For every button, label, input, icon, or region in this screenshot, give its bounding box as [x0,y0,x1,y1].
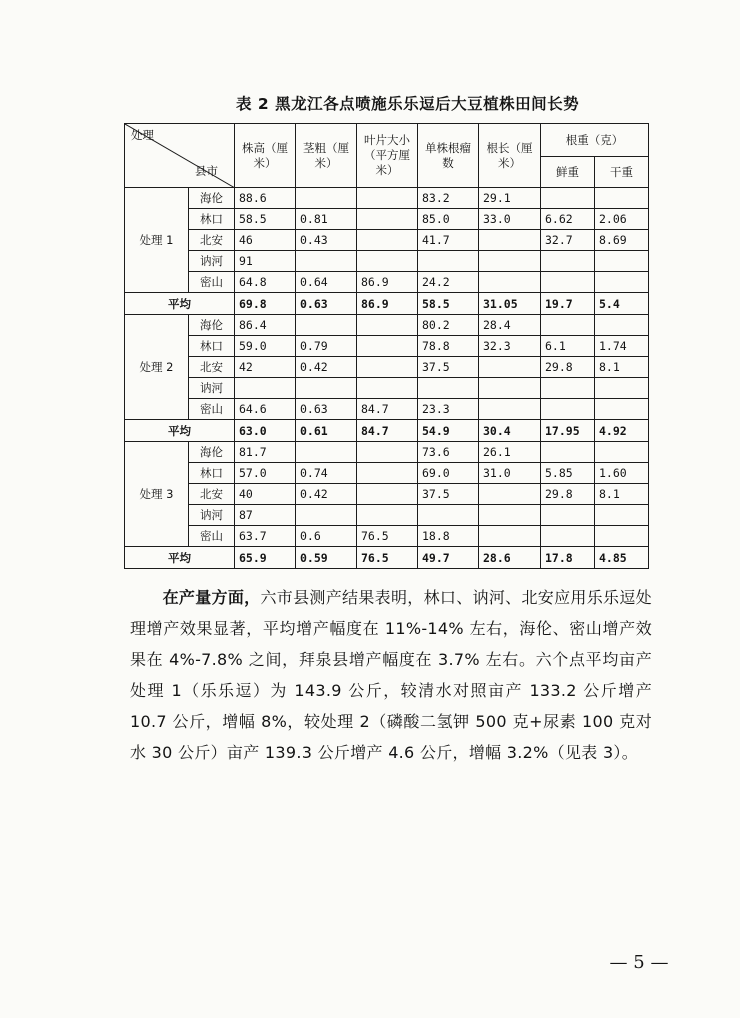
fresh-cell [541,251,595,272]
county-cell: 北安 [189,357,235,378]
average-label: 平均 [125,420,235,442]
average-fresh-cell: 19.7 [541,293,595,315]
stem-cell: 0.43 [296,230,357,251]
average-rootlen-cell: 31.05 [479,293,541,315]
average-row [125,293,649,315]
average-leaf-cell: 86.9 [357,293,418,315]
county-cell: 密山 [189,399,235,420]
leaf-cell: 84.7 [357,399,418,420]
height-cell: 87 [235,505,296,526]
page-number: — 5 — [609,952,669,973]
stem-cell: 0.79 [296,336,357,357]
nodule-cell: 37.5 [418,357,479,378]
rootlen-cell [479,378,541,399]
growth-table [124,123,649,569]
leaf-cell [357,315,418,336]
nodule-cell: 80.2 [418,315,479,336]
nodule-cell: 85.0 [418,209,479,230]
average-height-cell: 65.9 [235,547,296,569]
dry-cell [595,315,649,336]
table-row [125,526,649,547]
paragraph-body: 六市县测产结果表明，林口、讷河、北安应用乐乐逗处理增产效果显著，平均增产幅度在 11%-14% 左右，海伦、密山增产效果在 4%-7.8% 之间，拜泉县增产幅度在 3.7% 左右。六个点平均亩产处理 1（乐乐逗）为 143.9 公斤，较清水对照亩产 133.2 公斤增产 10.7 公斤，增幅 8%，较处理 2（磷酸二氢钾 500 克+尿素 100 克对水 30 公斤）亩产 139.3 公斤增产 4.6 公斤，增幅 3.2%（见表 3）。 [130,588,652,762]
height-cell: 57.0 [235,463,296,484]
table-row [125,399,649,420]
average-label: 平均 [125,293,235,315]
nodule-cell [418,251,479,272]
leaf-cell: 86.9 [357,272,418,293]
county-cell: 密山 [189,526,235,547]
average-leaf-cell: 76.5 [357,547,418,569]
nodule-cell [418,378,479,399]
header-rootwt: 根重（克） [541,124,649,157]
height-cell [235,378,296,399]
leaf-cell [357,251,418,272]
dry-cell [595,251,649,272]
average-height-cell: 63.0 [235,420,296,442]
stem-cell: 0.74 [296,463,357,484]
average-height-cell: 69.8 [235,293,296,315]
county-cell: 林口 [189,463,235,484]
header-nodule: 单株根瘤数 [418,124,479,188]
county-cell: 林口 [189,209,235,230]
table-row [125,188,649,209]
rootlen-cell [479,251,541,272]
table-row [125,505,649,526]
rootlen-cell: 29.1 [479,188,541,209]
stem-cell [296,378,357,399]
fresh-cell [541,526,595,547]
corner-top-label: 处理 [131,128,154,142]
height-cell: 64.6 [235,399,296,420]
fresh-cell: 29.8 [541,484,595,505]
table-row [125,378,649,399]
fresh-cell [541,272,595,293]
height-cell: 64.8 [235,272,296,293]
stem-cell: 0.81 [296,209,357,230]
average-row [125,420,649,442]
average-dry-cell: 4.85 [595,547,649,569]
fresh-cell: 32.7 [541,230,595,251]
height-cell: 91 [235,251,296,272]
nodule-cell: 73.6 [418,442,479,463]
nodule-cell: 41.7 [418,230,479,251]
dry-cell [595,378,649,399]
county-cell: 海伦 [189,188,235,209]
stem-cell [296,188,357,209]
rootlen-cell [479,484,541,505]
treatment-label: 处理 2 [125,315,189,420]
county-cell: 海伦 [189,442,235,463]
county-cell: 讷河 [189,251,235,272]
nodule-cell [418,505,479,526]
stem-cell: 0.42 [296,484,357,505]
header-rootlen: 根长（厘米） [479,124,541,188]
average-nodule-cell: 54.9 [418,420,479,442]
rootlen-cell: 32.3 [479,336,541,357]
fresh-cell: 5.85 [541,463,595,484]
height-cell: 59.0 [235,336,296,357]
height-cell: 63.7 [235,526,296,547]
dry-cell [595,505,649,526]
fresh-cell [541,188,595,209]
table-row [125,442,649,463]
nodule-cell: 18.8 [418,526,479,547]
nodule-cell: 83.2 [418,188,479,209]
stem-cell [296,315,357,336]
fresh-cell [541,505,595,526]
nodule-cell: 78.8 [418,336,479,357]
nodule-cell: 69.0 [418,463,479,484]
header-dry: 干重 [595,157,649,188]
fresh-cell [541,315,595,336]
stem-cell: 0.64 [296,272,357,293]
stem-cell: 0.42 [296,357,357,378]
nodule-cell: 23.3 [418,399,479,420]
nodule-cell: 37.5 [418,484,479,505]
fresh-cell: 29.8 [541,357,595,378]
dry-cell [595,272,649,293]
treatment-label: 处理 3 [125,442,189,547]
county-cell: 密山 [189,272,235,293]
corner-bottom-label: 县市 [195,164,218,178]
yield-paragraph [130,582,652,768]
fresh-cell [541,378,595,399]
table-row [125,463,649,484]
header-fresh: 鲜重 [541,157,595,188]
rootlen-cell [479,526,541,547]
dry-cell: 8.1 [595,357,649,378]
average-label: 平均 [125,547,235,569]
county-cell: 讷河 [189,378,235,399]
average-stem-cell: 0.61 [296,420,357,442]
paragraph-lead: 在产量方面， [162,588,261,607]
header-height: 株高（厘米） [235,124,296,188]
average-stem-cell: 0.63 [296,293,357,315]
height-cell: 58.5 [235,209,296,230]
average-dry-cell: 4.92 [595,420,649,442]
height-cell: 86.4 [235,315,296,336]
county-cell: 海伦 [189,315,235,336]
height-cell: 81.7 [235,442,296,463]
rootlen-cell [479,505,541,526]
leaf-cell: 76.5 [357,526,418,547]
dry-cell: 2.06 [595,209,649,230]
stem-cell [296,505,357,526]
height-cell: 40 [235,484,296,505]
table-row [125,315,649,336]
average-dry-cell: 5.4 [595,293,649,315]
average-fresh-cell: 17.8 [541,547,595,569]
average-nodule-cell: 49.7 [418,547,479,569]
leaf-cell [357,463,418,484]
height-cell: 42 [235,357,296,378]
dry-cell [595,399,649,420]
leaf-cell [357,336,418,357]
dry-cell [595,526,649,547]
table-row [125,484,649,505]
dry-cell: 8.1 [595,484,649,505]
leaf-cell [357,505,418,526]
dry-cell [595,442,649,463]
treatment-label: 处理 1 [125,188,189,293]
table-title: 表 2 黑龙江各点喷施乐乐逗后大豆植株田间长势 [236,95,580,113]
table-row [125,230,649,251]
county-cell: 北安 [189,230,235,251]
county-cell: 北安 [189,484,235,505]
rootlen-cell: 26.1 [479,442,541,463]
stem-cell: 0.6 [296,526,357,547]
rootlen-cell: 33.0 [479,209,541,230]
table-row [125,357,649,378]
fresh-cell [541,399,595,420]
stem-cell [296,251,357,272]
leaf-cell [357,378,418,399]
fresh-cell [541,442,595,463]
fresh-cell: 6.62 [541,209,595,230]
average-row [125,547,649,569]
average-fresh-cell: 17.95 [541,420,595,442]
rootlen-cell: 31.0 [479,463,541,484]
leaf-cell [357,188,418,209]
table-row [125,209,649,230]
stem-cell: 0.63 [296,399,357,420]
rootlen-cell [479,399,541,420]
dry-cell [595,188,649,209]
leaf-cell [357,357,418,378]
fresh-cell: 6.1 [541,336,595,357]
dry-cell: 1.60 [595,463,649,484]
header-leaf: 叶片大小（平方厘米） [357,124,418,188]
average-rootlen-cell: 28.6 [479,547,541,569]
table-row [125,251,649,272]
stem-cell [296,442,357,463]
height-cell: 46 [235,230,296,251]
header-stem: 茎粗（厘米） [296,124,357,188]
county-cell: 林口 [189,336,235,357]
average-stem-cell: 0.59 [296,547,357,569]
leaf-cell [357,230,418,251]
leaf-cell [357,209,418,230]
nodule-cell: 24.2 [418,272,479,293]
dry-cell: 1.74 [595,336,649,357]
dry-cell: 8.69 [595,230,649,251]
table-row [125,336,649,357]
average-leaf-cell: 84.7 [357,420,418,442]
average-rootlen-cell: 30.4 [479,420,541,442]
height-cell: 88.6 [235,188,296,209]
leaf-cell [357,442,418,463]
rootlen-cell [479,272,541,293]
table-row [125,272,649,293]
leaf-cell [357,484,418,505]
corner-header [125,124,235,188]
rootlen-cell [479,230,541,251]
rootlen-cell [479,357,541,378]
average-nodule-cell: 58.5 [418,293,479,315]
rootlen-cell: 28.4 [479,315,541,336]
county-cell: 讷河 [189,505,235,526]
